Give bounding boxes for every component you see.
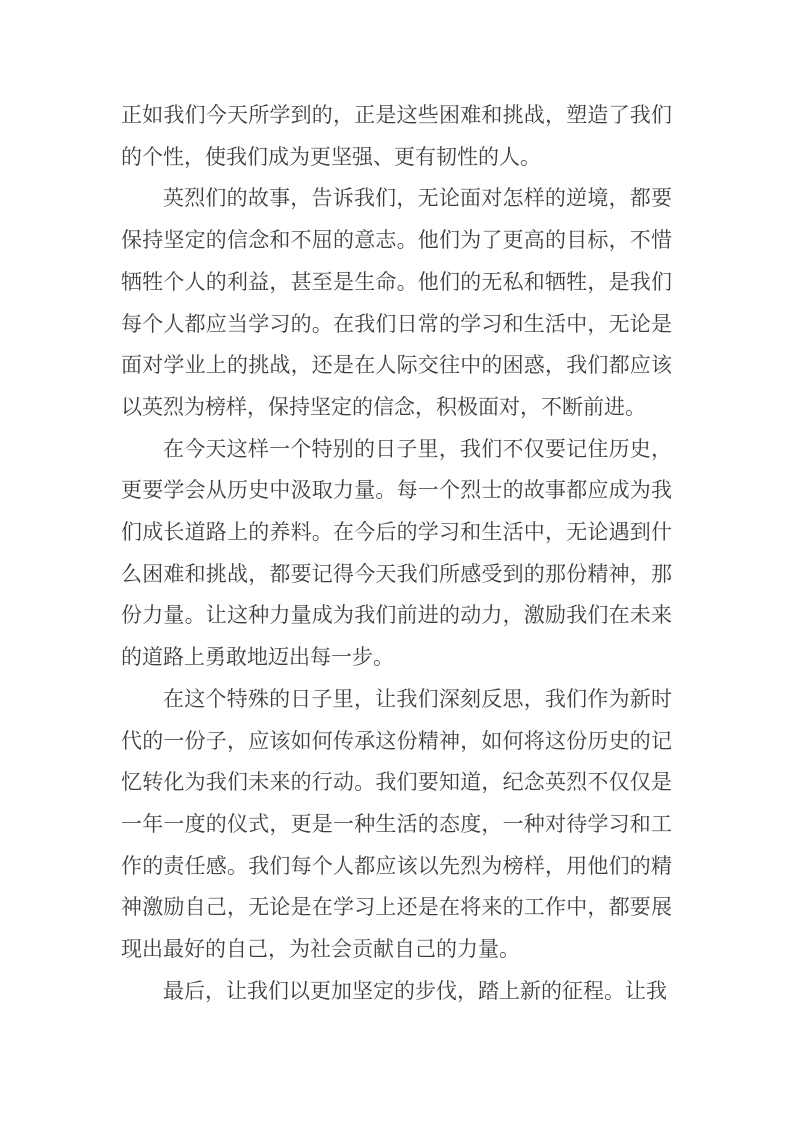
- document-body: [121, 95, 672, 1012]
- paragraph: 英烈们的故事，告诉我们，无论面对怎样的逆境，都要保持坚定的信念和不屈的意志。他们为了更高的目标，不惜牺牲个人的利益，甚至是生命。他们的无私和牺牲，是我们每个人都应当学习的。在我们日常的学习和生活中，无论是面对学业上的挑战，还是在人际交往中的困惑，我们都应该以英烈为榜样，保持坚定的信念，积极面对，不断前进。: [121, 186, 672, 419]
- paragraph: 在这个特殊的日子里，让我们深刻反思，我们作为新时代的一份子，应该如何传承这份精神，如何将这份历史的记忆转化为我们未来的行动。我们要知道，纪念英烈不仅仅是一年一度的仪式，更是一种生活的态度，一种对待学习和工作的责任感。我们每个人都应该以先烈为榜样，用他们的精神激励自己，无论是在学习上还是在将来的工作中，都要展现出最好的自己，为社会贡献自己的力量。: [121, 686, 672, 962]
- paragraph-truncated: 最后，让我们以更加坚定的步伐，踏上新的征程。让我: [163, 978, 667, 1003]
- paragraph: 在今天这样一个特别的日子里，我们不仅要记住历史，更要学会从历史中汲取力量。每一个烈士的故事都应成为我们成长道路上的养料。在今后的学习和生活中，无论遇到什么困难和挑战，都要记得今天我们所感受到的那份精神，那份力量。让这种力量成为我们前进的动力，激励我们在未来的道路上勇敢地迈出每一步。: [121, 436, 672, 670]
- paragraph-continuation: 正如我们今天所学到的，正是这些困难和挑战，塑造了我们的个性，使我们成为更坚强、更有韧性的人。: [121, 103, 672, 169]
